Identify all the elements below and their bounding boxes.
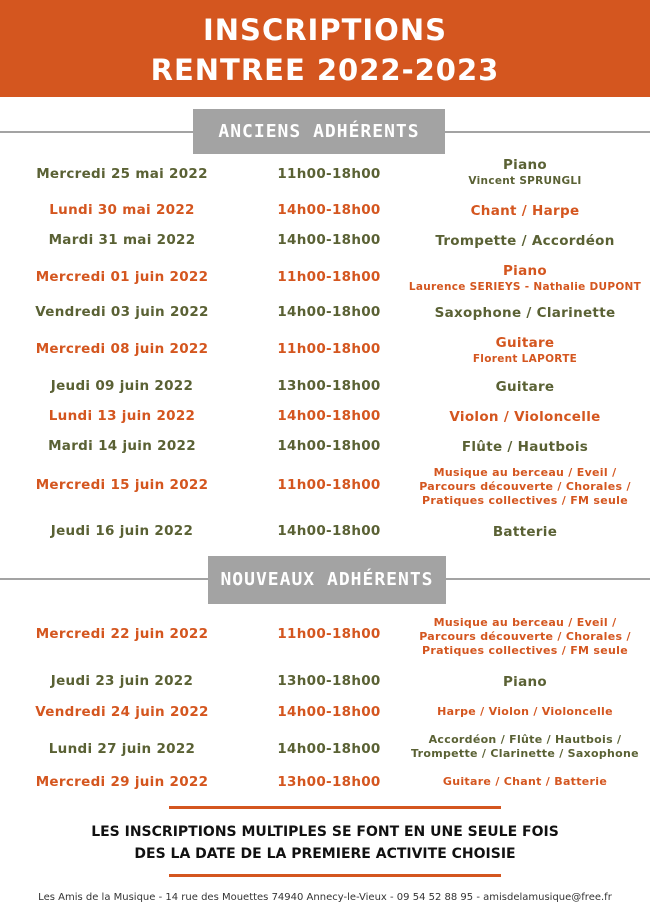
row-activity: Piano [502,674,548,690]
table-row [0,156,650,192]
row-time: 11h00-18h00 [277,626,381,642]
row-date: Vendredi 03 juin 2022 [35,304,209,320]
row-activity: Harpe / Violon / Violoncelle [437,705,613,718]
row-activity-line: Musique au berceau / Eveil / [433,616,617,629]
table-row [0,438,650,456]
row-teacher: Florent LAPORTE [472,353,578,365]
table-row [0,523,650,541]
row-time: 14h00-18h00 [277,438,381,454]
row-activity: Trompette / Accordéon [435,233,615,249]
row-activity-line: Parcours découverte / Chorales / [419,480,631,493]
table-row [0,304,650,322]
table-row [0,334,650,366]
title-line-1: INSCRIPTIONS [203,13,447,47]
row-time: 11h00-18h00 [277,166,381,182]
table-row [0,616,650,660]
table-row [0,232,650,250]
row-date: Lundi 30 mai 2022 [49,202,195,218]
title-banner [0,0,650,97]
row-time: 14h00-18h00 [277,202,381,218]
row-time: 14h00-18h00 [277,232,381,248]
row-activity-line: Musique au berceau / Eveil / [433,466,617,479]
table-row [0,466,650,510]
row-time: 14h00-18h00 [277,408,381,424]
row-date: Mercredi 01 juin 2022 [35,269,209,285]
row-date: Mardi 31 mai 2022 [48,232,196,248]
row-activity: Violon / Violoncelle [449,409,601,425]
row-time: 14h00-18h00 [277,304,381,320]
row-activity-line: Accordéon / Flûte / Hautbois / [428,733,622,746]
row-time: 14h00-18h00 [277,523,381,539]
notice-line-1: LES INSCRIPTIONS MULTIPLES SE FONT EN UNE SEULE FOIS [91,824,559,840]
row-date: Mercredi 08 juin 2022 [35,341,209,357]
table-row [0,378,650,396]
notice-divider-bottom [169,874,501,877]
row-time: 11h00-18h00 [277,269,381,285]
row-activity-line: Parcours découverte / Chorales / [419,630,631,643]
notice-divider-top [169,806,501,809]
row-date: Vendredi 24 juin 2022 [35,704,209,720]
row-date: Jeudi 16 juin 2022 [50,523,194,539]
row-time: 14h00-18h00 [277,704,381,720]
row-time: 11h00-18h00 [277,341,381,357]
row-activity: Chant / Harpe [470,203,580,219]
row-date: Lundi 27 juin 2022 [48,741,196,757]
row-activity: Batterie [492,524,558,540]
table-row [0,262,650,294]
row-teacher: Vincent SPRUNGLI [468,175,582,187]
table-row [0,733,650,763]
notice-text [0,821,650,865]
title-line-2: RENTREE 2022-2023 [150,53,500,87]
row-activity: Guitare [495,335,555,351]
table-row [0,202,650,220]
row-date: Mardi 14 juin 2022 [48,438,196,454]
table-row [0,673,650,691]
row-time: 11h00-18h00 [277,477,381,493]
section-label-anciens: ANCIENS ADHÉRENTS [193,109,445,154]
table-row [0,704,650,722]
row-time: 13h00-18h00 [277,774,381,790]
table-row [0,408,650,426]
row-date: Jeudi 09 juin 2022 [50,378,194,394]
row-activity: Piano [502,263,548,279]
row-date: Mercredi 22 juin 2022 [35,626,209,642]
notice-line-2: DES LA DATE DE LA PREMIERE ACTIVITE CHOISIE [134,846,516,862]
row-time: 13h00-18h00 [277,673,381,689]
table-row [0,774,650,792]
row-activity: Guitare / Chant / Batterie [442,775,608,788]
row-activity: Guitare [495,379,555,395]
row-date: Lundi 13 juin 2022 [48,408,196,424]
row-activity: Piano [502,157,548,173]
row-date: Jeudi 23 juin 2022 [50,673,194,689]
footer-contact: Les Amis de la Musique - 14 rue des Mouettes 74940 Annecy-le-Vieux - 09 54 52 88 95 - amisdelamusique@free.fr [38,892,612,903]
row-activity: Saxophone / Clarinette [434,305,616,321]
row-activity-line: Pratiques collectives / FM seule [422,494,628,507]
row-time: 13h00-18h00 [277,378,381,394]
section-label-nouveaux: NOUVEAUX ADHÉRENTS [208,556,446,604]
row-time: 14h00-18h00 [277,741,381,757]
row-date: Mercredi 15 juin 2022 [35,477,209,493]
row-activity-line: Pratiques collectives / FM seule [422,644,628,657]
row-date: Mercredi 29 juin 2022 [35,774,209,790]
row-activity-line: Trompette / Clarinette / Saxophone [411,747,639,760]
row-teacher: Laurence SERIEYS - Nathalie DUPONT [408,281,642,293]
row-date: Mercredi 25 mai 2022 [36,166,208,182]
row-activity: Flûte / Hautbois [461,439,589,455]
